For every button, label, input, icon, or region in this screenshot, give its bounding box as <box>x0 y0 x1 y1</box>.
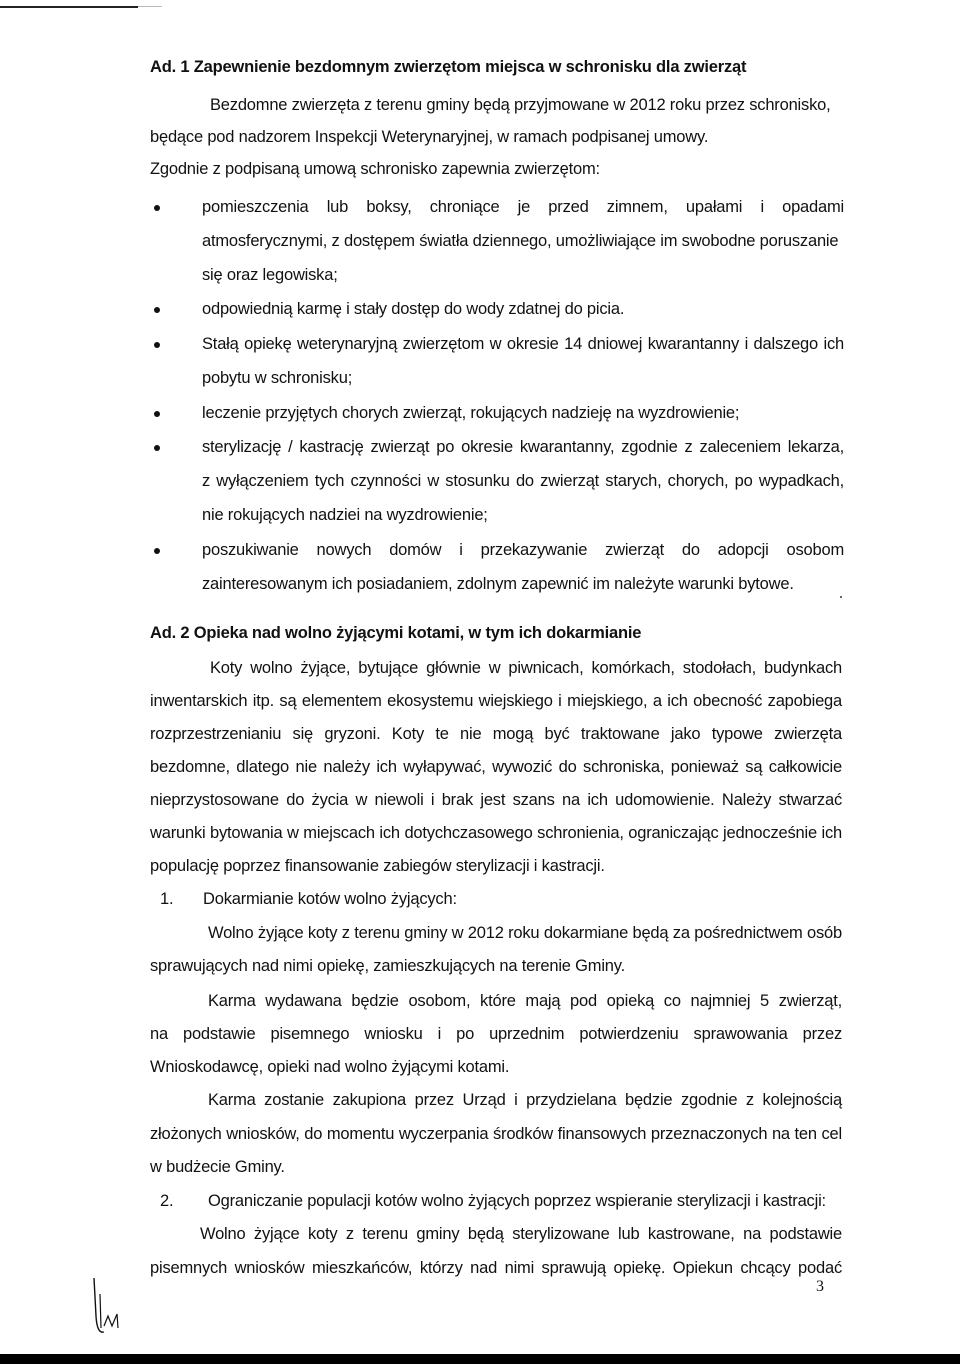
bullet3-line-2: pobytu w schronisku; <box>202 369 353 387</box>
bullet-icon <box>154 342 160 348</box>
section2-para-line-6: warunki bytowania w miejscach ich dotychczasowego schronienia, ograniczając jednocześnie ich <box>150 824 842 842</box>
bullet3-line-1: Stałą opiekę weterynaryjną zwierzętom w okresie 14 dniowej kwarantanny i dalszego ich <box>202 335 844 353</box>
section2-para-line-5: nieprzystosowane do życia w niewoli i brak jest szans na ich udomowienie. Należy stwarzać <box>150 791 842 809</box>
bullet4-line-1: leczenie przyjętych chorych zwierząt, rokujących nadzieję na wyzdrowienie; <box>202 404 740 422</box>
section2-para-line-4: bezdomne, dlatego nie należy ich wyłapywać, wywozić do schroniska, ponieważ są całkowicie <box>150 758 842 776</box>
bullet-icon <box>154 411 160 417</box>
item1-p3-line-3: w budżecie Gminy. <box>150 1158 285 1176</box>
bullet1-line-2: atmosferycznymi, z dostępem światła dziennego, umożliwiające im swobodne poruszanie <box>202 232 839 250</box>
item1-number: 1. <box>160 890 174 908</box>
item2-p1-line-2: pisemnych wniosków mieszkańców, którzy nad nimi sprawują opiekę. Opiekun chcący podać <box>150 1259 842 1277</box>
bullet-icon <box>154 307 160 313</box>
bullet1-line-1: pomieszczenia lub boksy, chroniące je przed zimnem, upałami i opadami <box>202 198 844 216</box>
item1-title: Dokarmianie kotów wolno żyjących: <box>203 890 457 908</box>
page-number: 3 <box>816 1278 824 1295</box>
bullet6-line-1: poszukiwanie nowych domów i przekazywanie zwierząt do adopcji osobom <box>202 541 844 559</box>
bullet5-line-2: z wyłączeniem tych czynności w stosunku do zwierząt starych, chorych, po wypadkach, <box>202 472 844 490</box>
section2-para-line-2: inwentarskich itp. są elementem ekosystemu wiejskiego i miejskiego, a ich obecność zapobiega <box>150 692 842 710</box>
scan-speck <box>840 596 842 598</box>
item1-p2-line-2: na podstawie pisemnego wniosku i po uprzednim potwierdzeniu sprawowania przez <box>150 1025 842 1043</box>
bullet6-line-2: zainteresowanym ich posiadaniem, zdolnym zapewnić im należyte warunki bytowe. <box>202 575 794 593</box>
section2-para-line-1: Koty wolno żyjące, bytujące głównie w piwnicach, komórkach, stodołach, budynkach <box>210 659 842 677</box>
bullet-icon <box>154 205 160 211</box>
item1-p1-line-1: Wolno żyjące koty z terenu gminy w 2012 roku dokarmiane będą za pośrednictwem osób <box>208 924 842 942</box>
section1-heading: Ad. 1 Zapewnienie bezdomnym zwierzętom miejsca w schronisku dla zwierząt <box>150 58 747 76</box>
section2-para-line-3: rozprzestrzenianiu się gryzoni. Koty te nie mogą być traktowane jako typowe zwierzęta <box>150 725 842 743</box>
section1-line-2: będące pod nadzorem Inspekcji Weterynaryjnej, w ramach podpisanej umowy. <box>150 128 709 146</box>
item1-p2-line-3: Wnioskodawcę, opieki nad wolno żyjącymi kotami. <box>150 1058 510 1076</box>
bullet-icon <box>154 445 160 451</box>
item1-p3-line-2: złożonych wniosków, do momentu wyczerpania środków finansowych przeznaczonych na ten cel <box>150 1125 842 1143</box>
section1-line-3: Zgodnie z podpisaną umową schronisko zapewnia zwierzętom: <box>150 160 600 178</box>
item1-p2-line-1: Karma wydawana będzie osobom, które mają pod opieką co najmniej 5 zwierząt, <box>208 992 842 1010</box>
scan-top-rule <box>0 6 138 8</box>
bullet1-line-3: się oraz legowiska; <box>202 266 338 284</box>
bullet5-line-3: nie rokujących nadziei na wyzdrowienie; <box>202 506 488 524</box>
item2-number: 2. <box>160 1192 174 1210</box>
section1-line-1: Bezdomne zwierzęta z terenu gminy będą przyjmowane w 2012 roku przez schronisko, <box>210 96 831 114</box>
item1-p1-line-2: sprawujących nad nimi opiekę, zamieszkujących na terenie Gminy. <box>150 957 625 975</box>
item2-title: Ograniczanie populacji kotów wolno żyjących poprzez wspieranie sterylizacji i kastracji: <box>208 1192 826 1210</box>
bullet2-line-1: odpowiednią karmę i stały dostęp do wody zdatnej do picia. <box>202 300 625 318</box>
section2-para-line-7: populację poprzez finansowanie zabiegów sterylizacji i kastracji. <box>150 857 605 875</box>
section2-heading: Ad. 2 Opieka nad wolno żyjącymi kotami, w tym ich dokarmianie <box>150 624 642 642</box>
bullet-icon <box>154 548 160 554</box>
scan-bottom-edge <box>0 1354 960 1364</box>
bullet5-line-1: sterylizację / kastrację zwierząt po okresie kwarantanny, zgodnie z zaleceniem lekarza, <box>202 438 844 456</box>
scan-top-rule-faint <box>138 6 162 7</box>
signature-initials-icon <box>86 1276 134 1338</box>
item2-p1-line-1: Wolno żyjące koty z terenu gminy będą sterylizowane lub kastrowane, na podstawie <box>200 1225 842 1243</box>
item1-p3-line-1: Karma zostanie zakupiona przez Urząd i przydzielana będzie zgodnie z kolejnością <box>208 1091 842 1109</box>
